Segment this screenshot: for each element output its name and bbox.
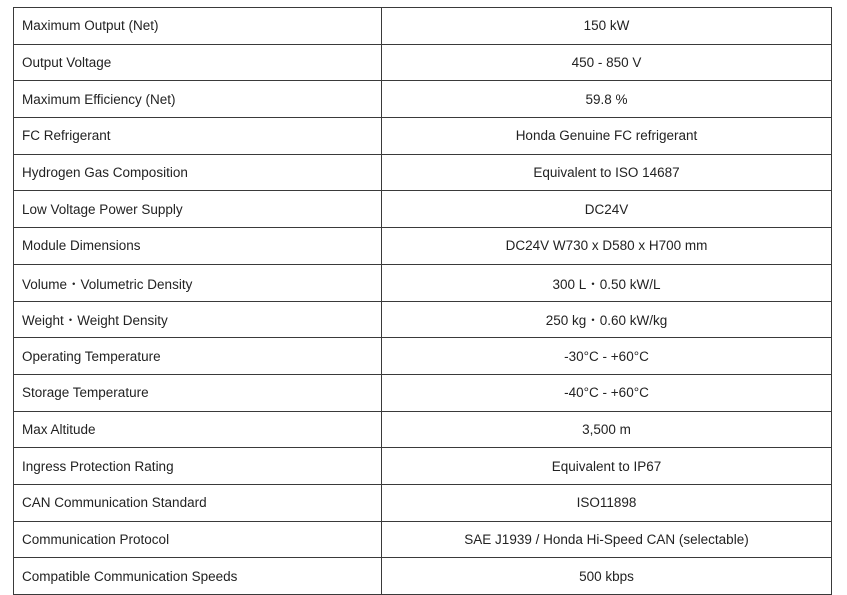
spec-label-cell: Hydrogen Gas Composition: [14, 154, 382, 191]
table-row: [14, 191, 832, 228]
table-row: [14, 118, 832, 155]
spec-label-cell: Weight・Weight Density: [14, 301, 382, 338]
spec-label-cell: FC Refrigerant: [14, 118, 382, 155]
spec-label-cell: Ingress Protection Rating: [14, 448, 382, 485]
spec-value-cell: 500 kbps: [382, 558, 832, 595]
spec-label-cell: Maximum Efficiency (Net): [14, 81, 382, 118]
table-row: [14, 521, 832, 558]
spec-value-cell: 300 L・0.50 kW/L: [382, 264, 832, 301]
spec-label-cell: Output Voltage: [14, 44, 382, 81]
spec-label-cell: Communication Protocol: [14, 521, 382, 558]
spec-value-cell: Equivalent to ISO 14687: [382, 154, 832, 191]
spec-label-cell: Operating Temperature: [14, 338, 382, 375]
table-row: [14, 558, 832, 595]
spec-label-cell: Compatible Communication Speeds: [14, 558, 382, 595]
spec-value-cell: 250 kg・0.60 kW/kg: [382, 301, 832, 338]
table-row: [14, 301, 832, 338]
table-row: [14, 338, 832, 375]
table-row: [14, 81, 832, 118]
table-row: [14, 374, 832, 411]
spec-value-cell: DC24V W730 x D580 x H700 mm: [382, 228, 832, 265]
table-row: [14, 264, 832, 301]
table-row: [14, 411, 832, 448]
spec-value-cell: -40°C - +60°C: [382, 374, 832, 411]
table-row: [14, 44, 832, 81]
spec-table: [13, 7, 832, 595]
spec-label-cell: Storage Temperature: [14, 374, 382, 411]
table-row: [14, 448, 832, 485]
spec-value-cell: SAE J1939 / Honda Hi-Speed CAN (selectable): [382, 521, 832, 558]
table-row: [14, 484, 832, 521]
spec-value-cell: 450 - 850 V: [382, 44, 832, 81]
spec-label-cell: Low Voltage Power Supply: [14, 191, 382, 228]
spec-value-cell: Equivalent to IP67: [382, 448, 832, 485]
spec-value-cell: -30°C - +60°C: [382, 338, 832, 375]
spec-table-container: [13, 7, 832, 595]
table-row: [14, 8, 832, 45]
spec-value-cell: DC24V: [382, 191, 832, 228]
spec-label-cell: CAN Communication Standard: [14, 484, 382, 521]
table-row: [14, 154, 832, 191]
spec-table-body: [14, 8, 832, 595]
spec-label-cell: Module Dimensions: [14, 228, 382, 265]
spec-value-cell: 150 kW: [382, 8, 832, 45]
spec-label-cell: Maximum Output (Net): [14, 8, 382, 45]
spec-label-cell: Max Altitude: [14, 411, 382, 448]
spec-value-cell: 59.8 %: [382, 81, 832, 118]
table-row: [14, 228, 832, 265]
spec-value-cell: Honda Genuine FC refrigerant: [382, 118, 832, 155]
spec-value-cell: 3,500 m: [382, 411, 832, 448]
spec-value-cell: ISO11898: [382, 484, 832, 521]
spec-label-cell: Volume・Volumetric Density: [14, 264, 382, 301]
